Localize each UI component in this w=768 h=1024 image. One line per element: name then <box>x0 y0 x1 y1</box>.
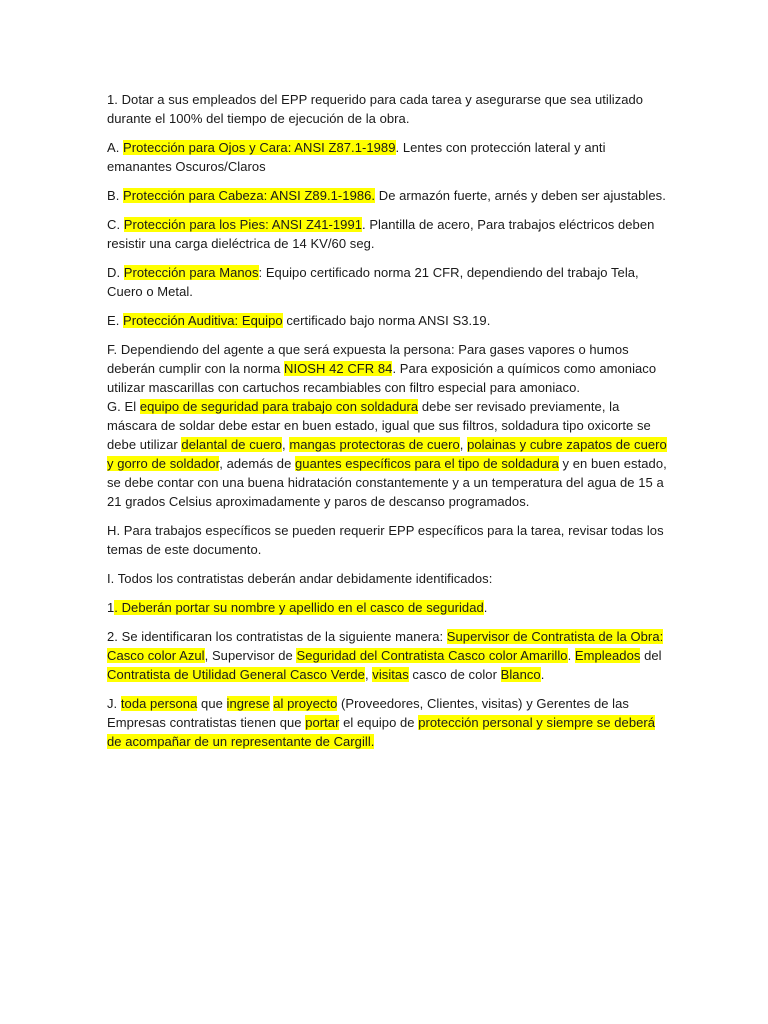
paragraph-item-j <box>107 694 668 751</box>
text-run: certificado bajo norma ANSI S3.19. <box>282 313 491 328</box>
document-body <box>107 90 668 751</box>
highlighted-text: NIOSH 42 CFR 84 <box>284 361 393 376</box>
text-run: . <box>540 667 545 682</box>
text-run: (Proveedores, Clientes, visitas) y Gerentes de las Empresas contratistas tienen que <box>107 696 629 730</box>
text-run: C. <box>107 217 124 232</box>
highlighted-text: Protección para los Pies: ANSI Z41-1991 <box>123 217 363 232</box>
text-run: 1 <box>107 600 115 615</box>
text-run: G. El <box>107 399 140 414</box>
highlighted-text: portar <box>305 715 340 730</box>
text-run: , <box>459 437 468 452</box>
text-run: 2. Se identificaran los contratistas de la siguiente manera: <box>107 629 447 644</box>
paragraph-item-b <box>107 186 668 205</box>
text-run: E. <box>107 313 124 328</box>
paragraph-item-h <box>107 521 668 559</box>
text-run: . <box>483 600 488 615</box>
paragraph-item-f <box>107 340 668 397</box>
highlighted-text: al proyecto <box>273 696 338 711</box>
paragraph-item-i-1 <box>107 598 668 617</box>
highlighted-text: Blanco <box>500 667 541 682</box>
highlighted-text: Protección para Cabeza: ANSI Z89.1-1986. <box>123 188 376 203</box>
highlighted-text: delantal de cuero <box>181 437 283 452</box>
text-run: , <box>364 667 373 682</box>
text-run: del <box>640 648 662 663</box>
highlighted-text: Protección Auditiva: Equipo <box>123 313 283 328</box>
paragraph-item-g <box>107 397 668 511</box>
highlighted-text: Protección para Ojos y Cara: ANSI Z87.1-1989 <box>123 140 396 155</box>
paragraph-item-i-2 <box>107 627 668 684</box>
text-run: y en buen estado, se debe contar con una buena hidratación constantemente y a un temperatura del agua de 15 a 21 grados Celsius aproximadamente y paros de descanso programados. <box>107 456 667 509</box>
paragraph-item-d <box>107 263 668 301</box>
text-run: I. Todos los contratistas deberán andar debidamente identificados: <box>107 571 493 586</box>
highlighted-text: visitas <box>372 667 409 682</box>
highlighted-text: protección personal y siempre se deberá de acompañar de un representante de Cargill. <box>107 715 656 749</box>
text-run: , <box>282 437 290 452</box>
text-run: D. <box>107 265 124 280</box>
highlighted-text: Empleados <box>574 648 641 663</box>
paragraph-item-i <box>107 569 668 588</box>
highlighted-text: toda persona <box>120 696 198 711</box>
highlighted-text: . Deberán portar su nombre y apellido en el casco de seguridad <box>114 600 484 615</box>
highlighted-text: ingrese <box>226 696 270 711</box>
text-run: , además de <box>219 456 296 471</box>
text-run: H. Para trabajos específicos se pueden requerir EPP específicos para la tarea, revisar todas los temas de este documento. <box>107 523 664 557</box>
text-run: casco de color <box>408 667 501 682</box>
highlighted-text: Supervisor de Contratista de la Obra: Casco color Azul <box>107 629 664 663</box>
text-run: . <box>567 648 575 663</box>
highlighted-text: Contratista de Utilidad General Casco Verde <box>107 667 365 682</box>
highlighted-text: mangas protectoras de cuero <box>289 437 460 452</box>
text-run: , Supervisor de <box>204 648 297 663</box>
paragraph-item-1 <box>107 90 668 128</box>
highlighted-text: Seguridad del Contratista Casco color Amarillo <box>296 648 568 663</box>
text-run: el equipo de <box>339 715 419 730</box>
text-run: . Lentes con protección lateral y anti emanantes Oscuros/Claros <box>107 140 606 174</box>
text-run: J. <box>107 696 121 711</box>
highlighted-text: guantes específicos para el tipo de soldadura <box>295 456 559 471</box>
text-run: . Para exposición a químicos como amoniaco utilizar mascarillas con cartuchos recambiables con filtro especial para amoniaco. <box>107 361 657 395</box>
highlighted-text: equipo de seguridad para trabajo con soldadura <box>139 399 419 414</box>
text-run: De armazón fuerte, arnés y deben ser ajustables. <box>375 188 666 203</box>
text-run: F. Dependiendo del agente a que será expuesta la persona: Para gases vapores o humos deberán cumplir con la norma <box>107 342 629 376</box>
text-run: debe ser revisado previamente, la máscara de soldar debe estar en buen estado, igual que sus filtros, soldadura tipo oxicorte se debe utilizar <box>107 399 651 452</box>
text-run: que <box>197 696 227 711</box>
highlighted-text: polainas y cubre zapatos de cuero y gorro de soldador <box>107 437 667 471</box>
text-run: : Equipo certificado norma 21 CFR, dependiendo del trabajo Tela, Cuero o Metal. <box>107 265 639 299</box>
text-run: . Plantilla de acero, Para trabajos eléctricos deben resistir una carga dieléctrica de 14 KV/60 seg. <box>107 217 655 251</box>
paragraph-item-c <box>107 215 668 253</box>
paragraph-item-a <box>107 138 668 176</box>
paragraph-item-e <box>107 311 668 330</box>
text-run: 1. Dotar a sus empleados del EPP requerido para cada tarea y asegurarse que sea utilizado durante el 100% del tiempo de ejecución de la obra. <box>107 92 644 126</box>
text-run: B. <box>107 188 124 203</box>
highlighted-text: Protección para Manos <box>123 265 259 280</box>
text-run: A. <box>107 140 124 155</box>
